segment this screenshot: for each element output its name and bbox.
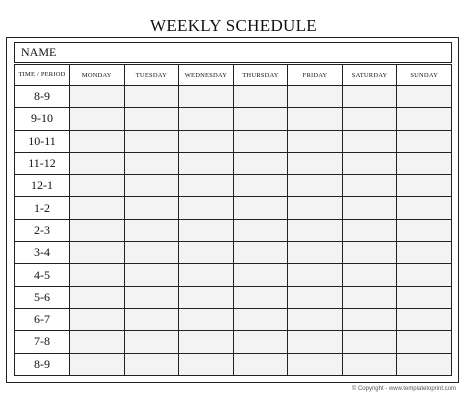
schedule-row [15, 219, 452, 241]
schedule-cell-saturday[interactable] [342, 219, 397, 241]
schedule-cell-saturday[interactable] [342, 353, 397, 375]
day-header-tuesday: TUESDAY [124, 65, 179, 86]
schedule-cell-wednesday[interactable] [179, 152, 234, 174]
schedule-cell-tuesday[interactable] [124, 353, 179, 375]
schedule-cell-saturday[interactable] [342, 130, 397, 152]
schedule-cell-friday[interactable] [288, 130, 343, 152]
schedule-cell-wednesday[interactable] [179, 331, 234, 353]
day-header-monday: MONDAY [70, 65, 125, 86]
name-label: NAME [21, 45, 57, 59]
schedule-cell-friday[interactable] [288, 108, 343, 130]
schedule-cell-tuesday[interactable] [124, 286, 179, 308]
schedule-cell-friday[interactable] [288, 197, 343, 219]
schedule-cell-monday[interactable] [70, 264, 125, 286]
schedule-cell-thursday[interactable] [233, 264, 288, 286]
period-label: 12-1 [15, 175, 70, 197]
schedule-row [15, 152, 452, 174]
schedule-cell-sunday[interactable] [397, 108, 452, 130]
schedule-cell-wednesday[interactable] [179, 286, 234, 308]
schedule-cell-wednesday[interactable] [179, 197, 234, 219]
schedule-cell-sunday[interactable] [397, 219, 452, 241]
schedule-cell-monday[interactable] [70, 130, 125, 152]
schedule-cell-sunday[interactable] [397, 308, 452, 330]
schedule-cell-saturday[interactable] [342, 331, 397, 353]
period-label: 9-10 [15, 108, 70, 130]
schedule-cell-thursday[interactable] [233, 286, 288, 308]
schedule-grid [14, 64, 452, 376]
copyright-notice: © Copyright - www.templatetoprint.com [351, 386, 456, 392]
schedule-cell-tuesday[interactable] [124, 264, 179, 286]
schedule-row [15, 86, 452, 108]
schedule-cell-monday[interactable] [70, 219, 125, 241]
schedule-cell-friday[interactable] [288, 152, 343, 174]
schedule-cell-saturday[interactable] [342, 264, 397, 286]
schedule-cell-friday[interactable] [288, 86, 343, 108]
period-label: 10-11 [15, 130, 70, 152]
day-header-friday: FRIDAY [288, 65, 343, 86]
period-label: 11-12 [15, 152, 70, 174]
schedule-cell-friday[interactable] [288, 175, 343, 197]
schedule-cell-wednesday[interactable] [179, 219, 234, 241]
name-field[interactable] [14, 42, 452, 63]
schedule-cell-friday[interactable] [288, 242, 343, 264]
schedule-cell-monday[interactable] [70, 108, 125, 130]
period-label: 1-2 [15, 197, 70, 219]
schedule-body [15, 86, 452, 376]
period-label: 4-5 [15, 264, 70, 286]
header-row [15, 65, 452, 86]
schedule-cell-saturday[interactable] [342, 175, 397, 197]
schedule-cell-tuesday[interactable] [124, 108, 179, 130]
schedule-cell-sunday[interactable] [397, 86, 452, 108]
schedule-cell-sunday[interactable] [397, 175, 452, 197]
schedule-cell-wednesday[interactable] [179, 108, 234, 130]
day-header-wednesday: WEDNESDAY [179, 65, 234, 86]
schedule-cell-tuesday[interactable] [124, 152, 179, 174]
page-title: WEEKLY SCHEDULE [150, 16, 317, 35]
schedule-cell-friday[interactable] [288, 353, 343, 375]
period-label: 2-3 [15, 219, 70, 241]
schedule-cell-tuesday[interactable] [124, 242, 179, 264]
schedule-cell-saturday[interactable] [342, 286, 397, 308]
schedule-row [15, 175, 452, 197]
day-header-saturday: SATURDAY [342, 65, 397, 86]
period-label: 5-6 [15, 286, 70, 308]
schedule-row [15, 197, 452, 219]
schedule-cell-thursday[interactable] [233, 308, 288, 330]
schedule-cell-wednesday[interactable] [179, 175, 234, 197]
schedule-row [15, 308, 452, 330]
schedule-cell-saturday[interactable] [342, 108, 397, 130]
schedule-cell-sunday[interactable] [397, 130, 452, 152]
schedule-cell-thursday[interactable] [233, 130, 288, 152]
schedule-cell-monday[interactable] [70, 331, 125, 353]
schedule-cell-friday[interactable] [288, 286, 343, 308]
schedule-cell-monday[interactable] [70, 152, 125, 174]
schedule-row [15, 331, 452, 353]
schedule-cell-monday[interactable] [70, 308, 125, 330]
schedule-cell-saturday[interactable] [342, 152, 397, 174]
schedule-cell-sunday[interactable] [397, 264, 452, 286]
schedule-cell-thursday[interactable] [233, 108, 288, 130]
period-label: 3-4 [15, 242, 70, 264]
schedule-cell-monday[interactable] [70, 197, 125, 219]
day-header-thursday: THURSDAY [233, 65, 288, 86]
schedule-cell-thursday[interactable] [233, 353, 288, 375]
schedule-cell-monday[interactable] [70, 86, 125, 108]
schedule-cell-thursday[interactable] [233, 219, 288, 241]
schedule-cell-saturday[interactable] [342, 86, 397, 108]
schedule-cell-sunday[interactable] [397, 286, 452, 308]
time-period-header [15, 65, 70, 86]
schedule-cell-saturday[interactable] [342, 308, 397, 330]
schedule-cell-wednesday[interactable] [179, 130, 234, 152]
schedule-row [15, 242, 452, 264]
schedule-cell-monday[interactable] [70, 286, 125, 308]
schedule-cell-tuesday[interactable] [124, 308, 179, 330]
schedule-row [15, 130, 452, 152]
schedule-cell-friday[interactable] [288, 308, 343, 330]
schedule-cell-wednesday[interactable] [179, 242, 234, 264]
schedule-cell-wednesday[interactable] [179, 264, 234, 286]
schedule-row [15, 108, 452, 130]
schedule-cell-thursday[interactable] [233, 331, 288, 353]
schedule-cell-friday[interactable] [288, 264, 343, 286]
schedule-cell-friday[interactable] [288, 331, 343, 353]
schedule-cell-monday[interactable] [70, 242, 125, 264]
schedule-cell-wednesday[interactable] [179, 353, 234, 375]
schedule-cell-monday[interactable] [70, 353, 125, 375]
schedule-cell-thursday[interactable] [233, 152, 288, 174]
schedule-row [15, 264, 452, 286]
period-label: 6-7 [15, 308, 70, 330]
schedule-cell-tuesday[interactable] [124, 86, 179, 108]
schedule-cell-tuesday[interactable] [124, 197, 179, 219]
period-label: 8-9 [15, 353, 70, 375]
schedule-cell-thursday[interactable] [233, 86, 288, 108]
schedule-cell-wednesday[interactable] [179, 86, 234, 108]
schedule-cell-thursday[interactable] [233, 197, 288, 219]
schedule-cell-sunday[interactable] [397, 331, 452, 353]
schedule-cell-friday[interactable] [288, 219, 343, 241]
schedule-cell-sunday[interactable] [397, 242, 452, 264]
schedule-row [15, 286, 452, 308]
schedule-cell-tuesday[interactable] [124, 331, 179, 353]
schedule-cell-saturday[interactable] [342, 242, 397, 264]
schedule-cell-sunday[interactable] [397, 197, 452, 219]
schedule-cell-thursday[interactable] [233, 175, 288, 197]
schedule-cell-tuesday[interactable] [124, 175, 179, 197]
schedule-cell-tuesday[interactable] [124, 130, 179, 152]
period-label: 7-8 [15, 331, 70, 353]
time-period-label: TIME / PERIOD [18, 71, 66, 78]
schedule-row [15, 353, 452, 375]
schedule-cell-sunday[interactable] [397, 152, 452, 174]
schedule-cell-tuesday[interactable] [124, 219, 179, 241]
schedule-cell-monday[interactable] [70, 175, 125, 197]
schedule-cell-saturday[interactable] [342, 197, 397, 219]
schedule-cell-sunday[interactable] [397, 353, 452, 375]
day-header-sunday: SUNDAY [397, 65, 452, 86]
period-label: 8-9 [15, 86, 70, 108]
schedule-cell-thursday[interactable] [233, 242, 288, 264]
schedule-cell-wednesday[interactable] [179, 308, 234, 330]
